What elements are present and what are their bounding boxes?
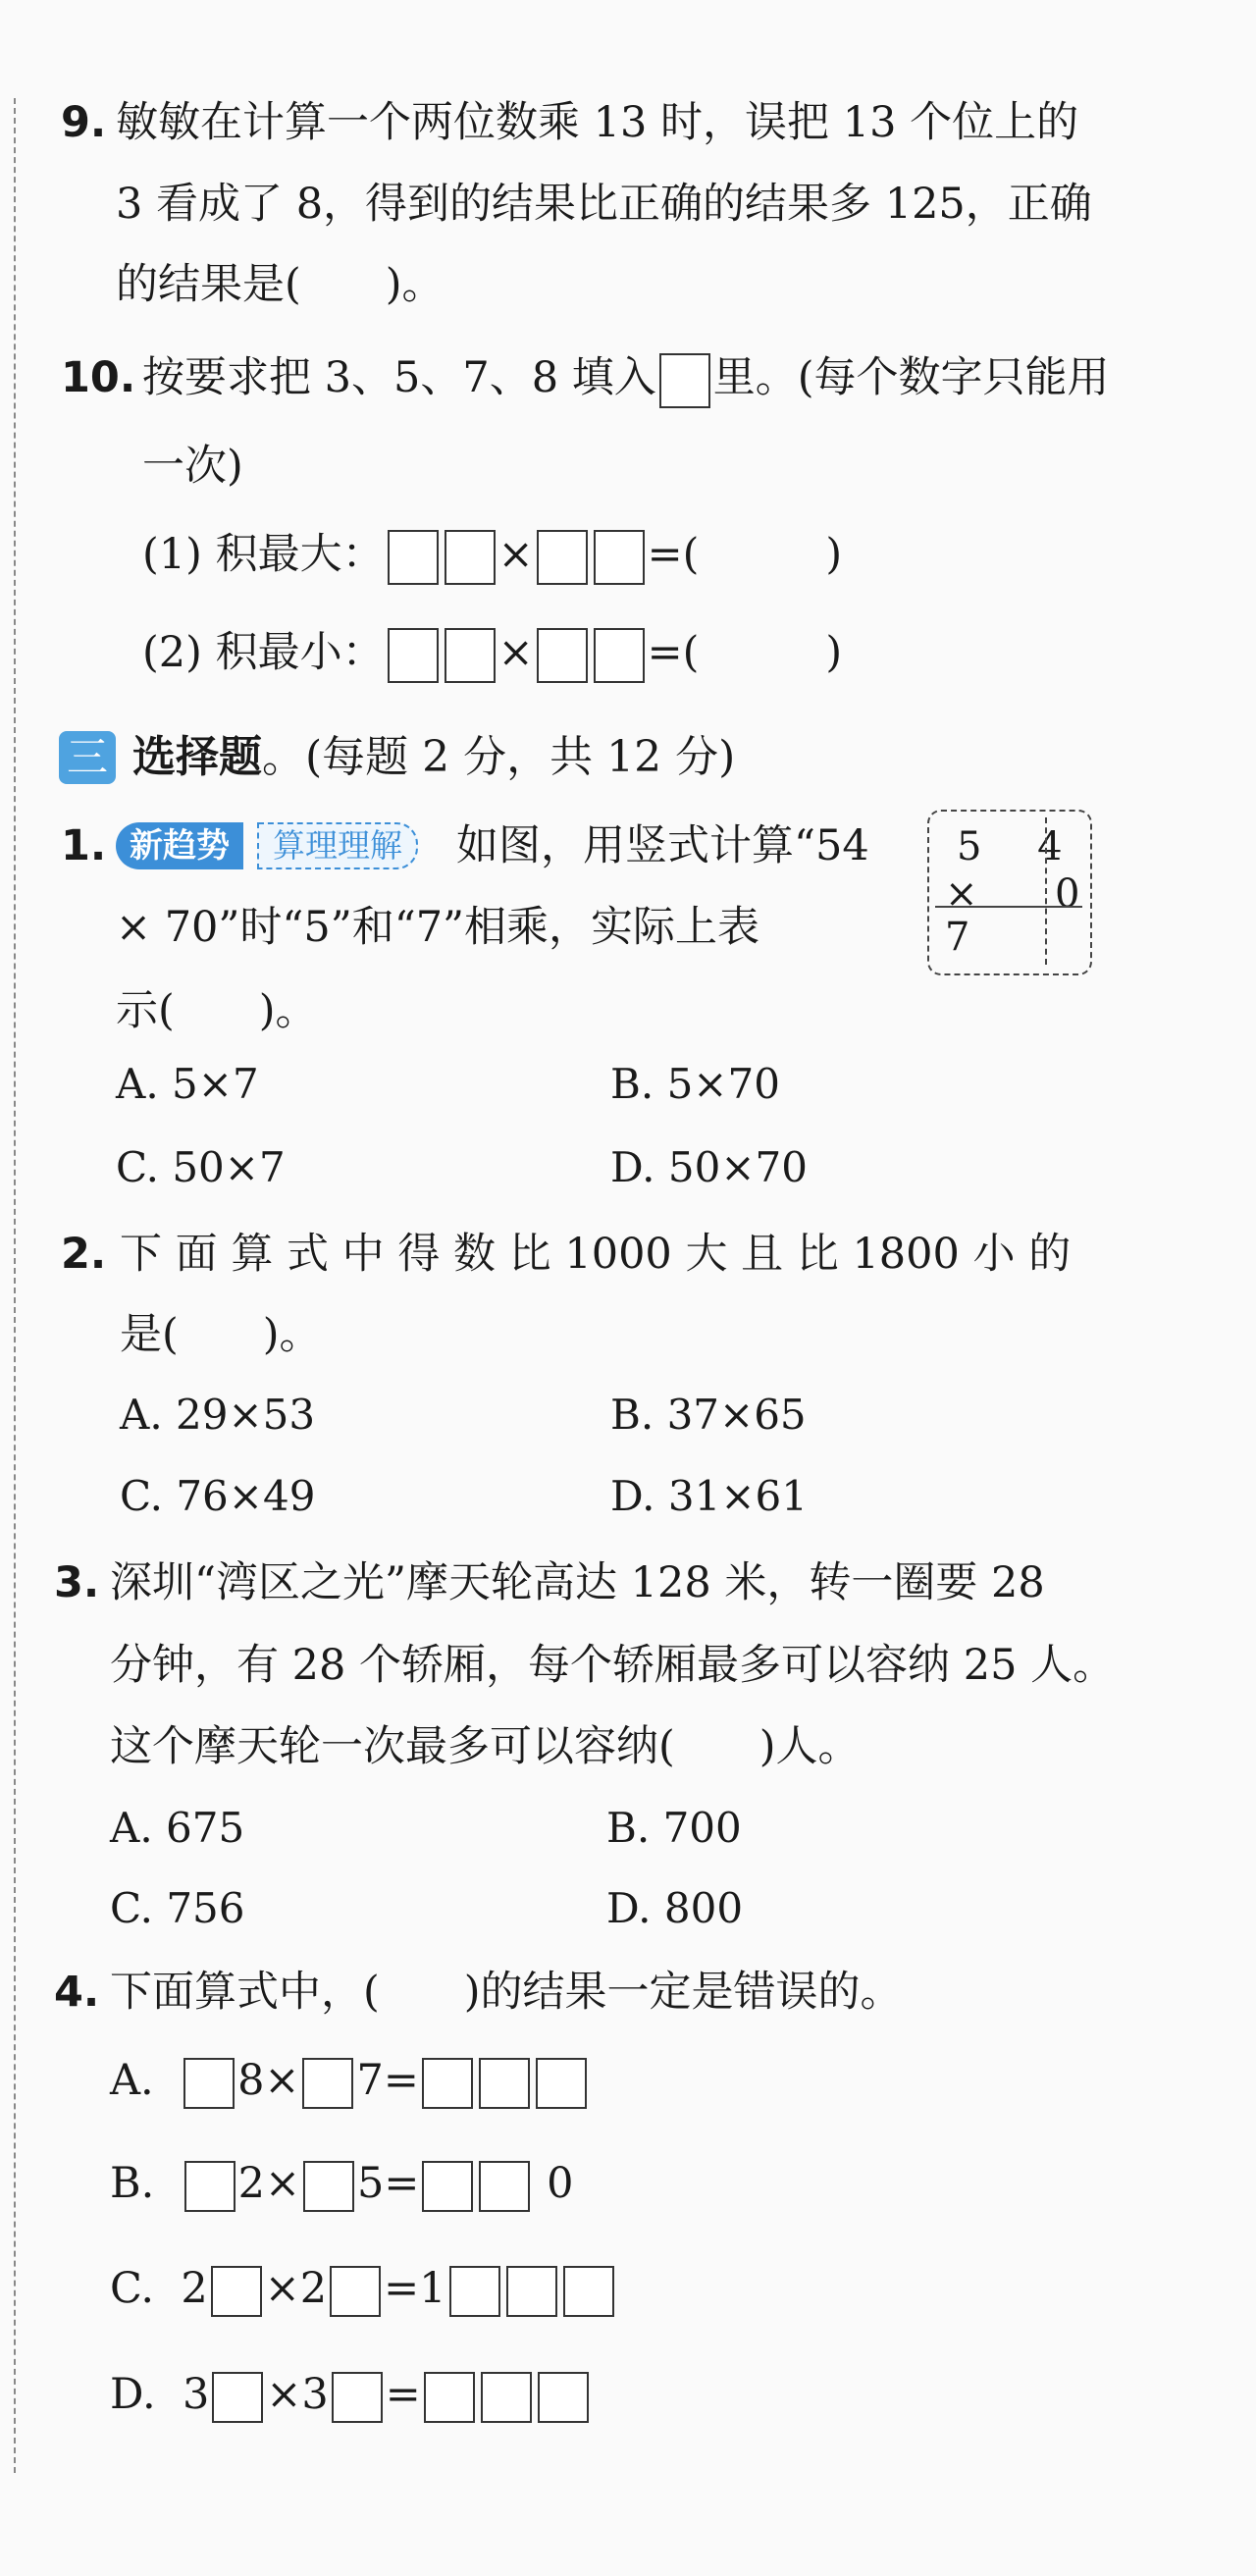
choice-2-option-a[interactable]: A. 29×53: [120, 1391, 316, 1439]
digit-box[interactable]: [538, 2372, 589, 2423]
digit-box[interactable]: [302, 2058, 353, 2109]
choice-1-option-b[interactable]: B. 5×70: [610, 1060, 780, 1108]
choice-4-option-b[interactable]: [110, 2154, 573, 2213]
question-10-line-1: [142, 348, 1110, 408]
choice-3-number: 3.: [54, 1558, 100, 1607]
choice-4-option-a[interactable]: [110, 2051, 590, 2110]
equals-blank: =( ): [647, 628, 843, 677]
part-2-label: (2) 积最小：: [142, 628, 385, 677]
choice-2-line-1: 下 面 算 式 中 得 数 比 1000 大 且 比 1800 小 的: [120, 1230, 1072, 1279]
choice-1-line-3: 示( )。: [116, 986, 318, 1035]
option-d-text-1: ×3: [266, 2370, 329, 2419]
choice-4-option-d[interactable]: [110, 2365, 592, 2424]
choice-2-line-2: 是( )。: [120, 1310, 322, 1359]
choice-3-line-2: 分钟，有 28 个轿厢，每个轿厢最多可以容纳 25 人。: [110, 1641, 1116, 1690]
digit-box[interactable]: [479, 2058, 530, 2109]
option-c-label: C.: [110, 2264, 155, 2313]
calc-row-2: × 7: [945, 871, 1008, 960]
choice-3-option-a[interactable]: A. 675: [110, 1804, 245, 1852]
choice-1-option-c[interactable]: C. 50×7: [116, 1143, 286, 1191]
new-trend-tag: 新趋势: [116, 822, 243, 869]
vertical-calculation-figure: [927, 810, 1092, 975]
digit-box[interactable]: [388, 628, 439, 683]
option-c-text-0: 2: [181, 2264, 208, 2313]
digit-box[interactable]: [537, 530, 588, 585]
option-d-text-2: =: [385, 2370, 421, 2419]
digit-box[interactable]: [445, 530, 496, 585]
digit-box[interactable]: [424, 2372, 475, 2423]
choice-3-option-d[interactable]: D. 800: [606, 1884, 744, 1932]
option-d-label: D.: [110, 2370, 156, 2419]
digit-box[interactable]: [422, 2058, 473, 2109]
choice-2-option-b[interactable]: B. 37×65: [610, 1391, 807, 1439]
digit-box[interactable]: [330, 2266, 381, 2317]
digit-box[interactable]: [184, 2161, 236, 2212]
equals-blank: =( ): [647, 530, 843, 579]
digit-box[interactable]: [388, 530, 439, 585]
digit-box[interactable]: [506, 2266, 557, 2317]
choice-4-number: 4.: [54, 1968, 100, 2017]
digit-box[interactable]: [422, 2161, 473, 2212]
digit-box[interactable]: [536, 2058, 587, 2109]
option-b-label: B.: [110, 2159, 155, 2208]
section-title-text: 选择题: [132, 732, 262, 782]
choice-4-option-c[interactable]: [110, 2259, 617, 2318]
question-10-part-1: [142, 525, 842, 585]
option-b-text-1: 2×: [237, 2159, 301, 2208]
digit-box[interactable]: [183, 2058, 235, 2109]
digit-box[interactable]: [332, 2372, 383, 2423]
digit-box[interactable]: [445, 628, 496, 683]
digit-box[interactable]: [212, 2372, 263, 2423]
digit-box[interactable]: [594, 628, 645, 683]
choice-1-line-1: 如图，用竖式计算“54: [456, 821, 869, 870]
times-sign: ×: [497, 530, 534, 579]
option-b-text-3: 0: [547, 2159, 574, 2208]
question-10-text-b: 里。(每个数字只能用: [712, 353, 1110, 402]
choice-3-option-b[interactable]: B. 700: [606, 1804, 742, 1852]
digit-box[interactable]: [211, 2266, 262, 2317]
calc-divider-horizontal: [935, 906, 1082, 908]
calc-row-2-zero: 0: [1055, 871, 1080, 917]
part-1-label: (1) 积最大：: [142, 530, 385, 579]
section-subtitle: 。(每题 2 分，共 12 分): [262, 732, 736, 782]
digit-box[interactable]: [481, 2372, 532, 2423]
choice-3-option-c[interactable]: C. 756: [110, 1884, 245, 1932]
option-a-text-2: 7=: [356, 2056, 419, 2105]
choice-3-line-1: 深圳“湾区之光”摩天轮高达 128 米，转一圈要 28: [110, 1558, 1045, 1607]
option-a-text-1: 8×: [237, 2056, 300, 2105]
question-9-line-3: 的结果是( )。: [116, 260, 445, 309]
choice-2-number: 2.: [61, 1230, 107, 1279]
margin-rule: [14, 98, 16, 2473]
option-a-label: A.: [110, 2056, 154, 2105]
option-c-text-1: ×2: [264, 2264, 328, 2313]
choice-4-line-1: 下面算式中，( )的结果一定是错误的。: [110, 1968, 903, 2017]
digit-box[interactable]: [479, 2161, 530, 2212]
digit-box[interactable]: [594, 530, 645, 585]
question-10-line-2: 一次): [142, 442, 243, 491]
choice-2-option-d[interactable]: D. 31×61: [610, 1472, 808, 1520]
section-title: [132, 726, 735, 789]
question-10-number: 10.: [61, 353, 136, 402]
question-9-number: 9.: [61, 98, 107, 147]
question-9-line-2: 3 看成了 8，得到的结果比正确的结果多 125，正确: [116, 180, 1092, 229]
choice-1-option-d[interactable]: D. 50×70: [610, 1143, 808, 1191]
times-sign: ×: [497, 628, 534, 677]
answer-box[interactable]: [659, 353, 710, 408]
option-b-text-2: 5=: [357, 2159, 420, 2208]
choice-1-line-2: × 70”时“5”和“7”相乘，实际上表: [116, 903, 760, 952]
section-badge: 三: [59, 731, 116, 784]
choice-3-line-3: 这个摩天轮一次最多可以容纳( )人。: [110, 1722, 861, 1771]
digit-box[interactable]: [449, 2266, 500, 2317]
choice-1-number: 1.: [61, 821, 107, 870]
topic-tag: 算理理解: [257, 822, 418, 869]
calc-row-1: 5 4: [957, 824, 1084, 869]
question-10-text-a: 按要求把 3、5、7、8 填入: [142, 353, 656, 402]
option-d-text-0: 3: [182, 2370, 210, 2419]
digit-box[interactable]: [563, 2266, 614, 2317]
calc-divider-vertical: [1045, 817, 1047, 965]
question-9-line-1: 敏敏在计算一个两位数乘 13 时，误把 13 个位上的: [116, 98, 1079, 147]
option-c-text-2: =1: [384, 2264, 446, 2313]
digit-box[interactable]: [537, 628, 588, 683]
choice-2-option-c[interactable]: C. 76×49: [120, 1472, 316, 1520]
digit-box[interactable]: [303, 2161, 354, 2212]
choice-1-option-a[interactable]: A. 5×7: [116, 1060, 259, 1108]
question-10-part-2: [142, 623, 842, 683]
